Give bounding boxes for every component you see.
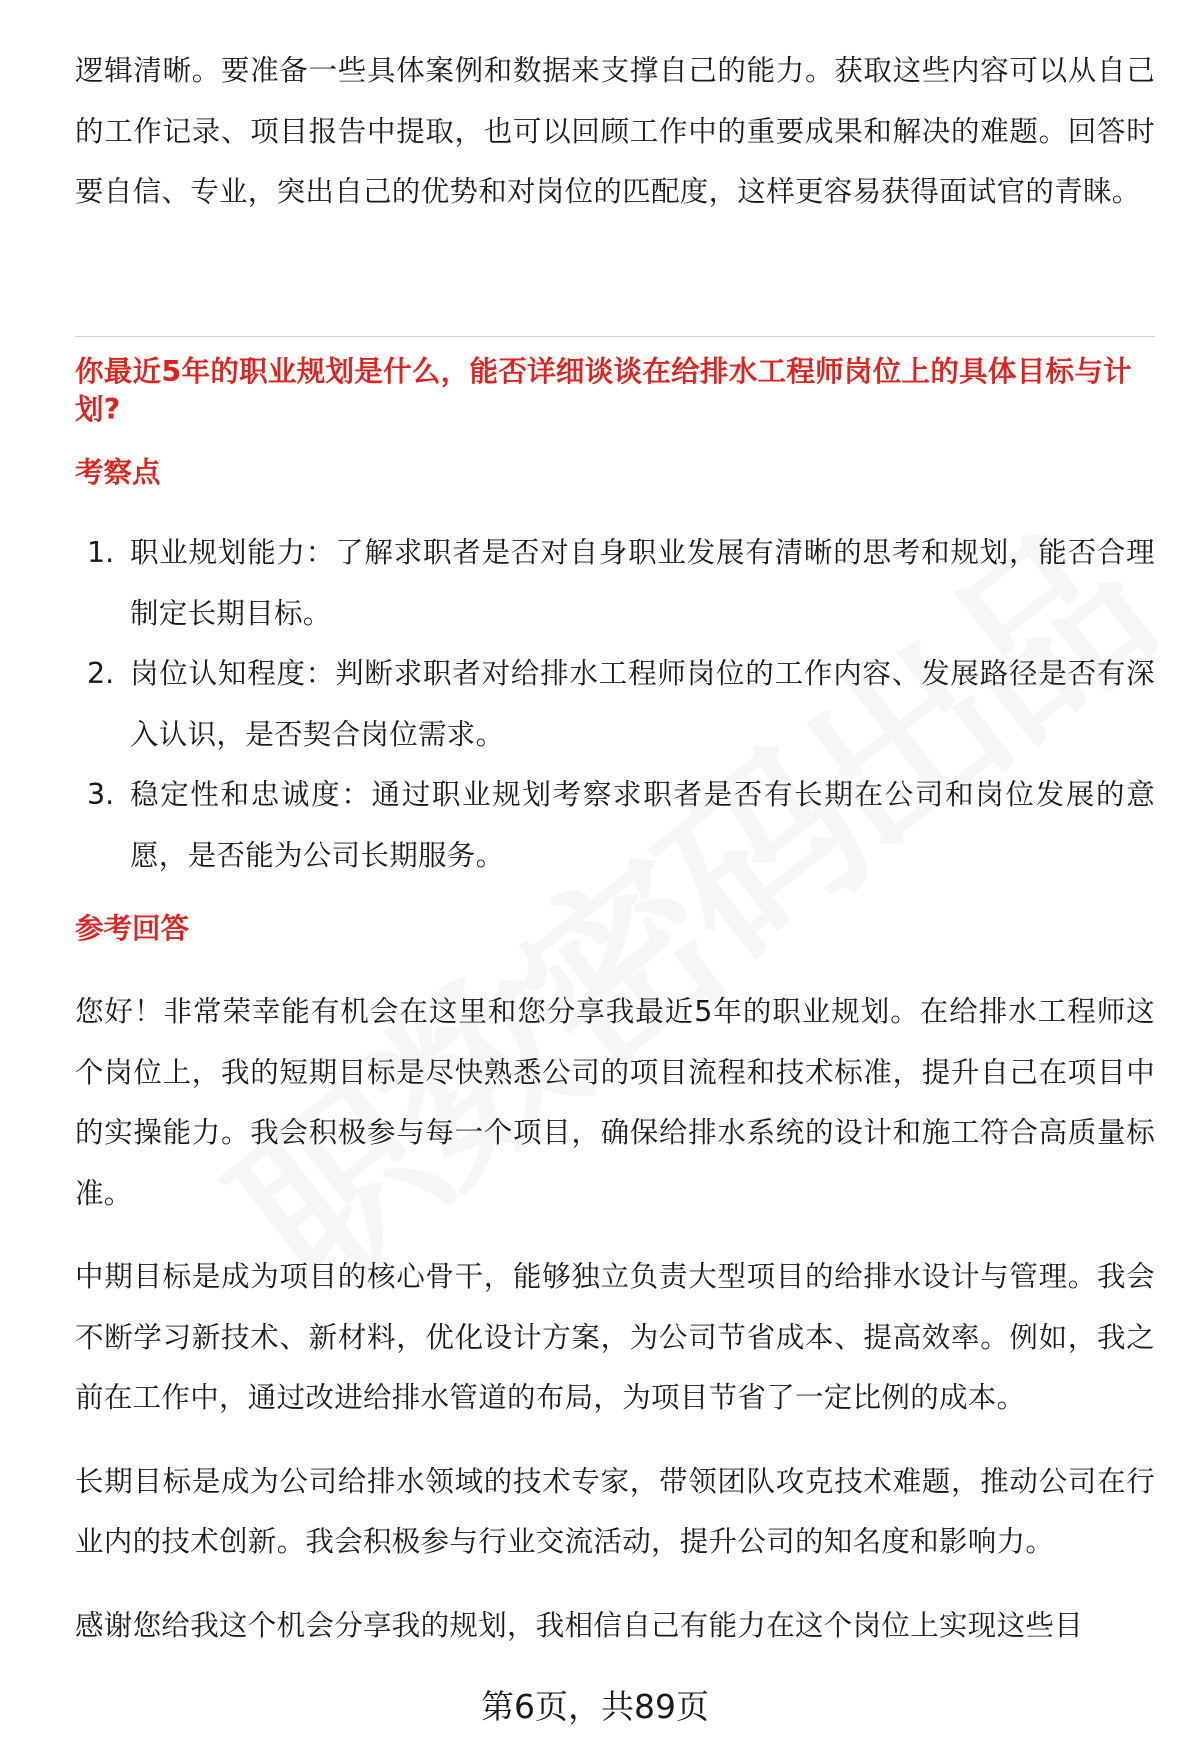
- section-divider: [75, 336, 1155, 337]
- list-item-number: 1.: [87, 536, 115, 569]
- list-item: [75, 644, 1155, 765]
- list-item-text: 岗位认知程度：判断求职者对给排水工程师岗位的工作内容、发展路径是否有深入认识，是否契合岗位需求。: [130, 657, 1155, 751]
- list-item-text: 职业规划能力：了解求职者是否对自身职业发展有清晰的思考和规划，能否合理制定长期目标。: [130, 536, 1155, 630]
- answer-paragraph: 您好！非常荣幸能有机会在这里和您分享我最近5年的职业规划。在给排水工程师这个岗位上，我的短期目标是尽快熟悉公司的项目流程和技术标准，提升自己在项目中的实操能力。我会积极参与每一个项目，确保给排水系统的设计和施工符合高质量标准。: [75, 995, 1155, 1210]
- answer-paragraph: 长期目标是成为公司给排水领域的技术专家，带领团队攻克技术难题，推动公司在行业内的技术创新。我会积极参与行业交流活动，提升公司的知名度和影响力。: [75, 1464, 1155, 1558]
- list-item: [75, 765, 1155, 886]
- answer-heading: 参考回答: [75, 912, 190, 945]
- list-item-text: 稳定性和忠诚度：通过职业规划考察求职者是否有长期在公司和岗位发展的意愿，是否能为公司长期服务。: [130, 778, 1155, 872]
- list-item-number: 2.: [87, 657, 115, 690]
- intro-paragraph: 逻辑清晰。要准备一些具体案例和数据来支撑自己的能力。获取这些内容可以从自己的工作记录、项目报告中提取，也可以回顾工作中的重要成果和解决的难题。回答时要自信、专业，突出自己的优势和对岗位的匹配度，这样更容易获得面试官的青睐。: [75, 54, 1155, 208]
- question-title: 你最近5年的职业规划是什么，能否详细谈谈在给排水工程师岗位上的具体目标与计划?: [75, 355, 1132, 426]
- points-list: [75, 523, 1155, 886]
- list-item-number: 3.: [87, 778, 115, 811]
- answer-body: [75, 982, 1155, 1679]
- list-item: [75, 523, 1155, 644]
- answer-paragraph: 中期目标是成为项目的核心骨干，能够独立负责大型项目的给排水设计与管理。我会不断学习新技术、新材料，优化设计方案，为公司节省成本、提高效率。例如，我之前在工作中，通过改进给排水管道的布局，为项目节省了一定比例的成本。: [75, 1260, 1155, 1414]
- answer-paragraph: 感谢您给我这个机会分享我的规划，我相信自己有能力在这个岗位上实现这些目: [75, 1608, 1084, 1642]
- page-number: 第6页，共89页: [481, 1687, 709, 1726]
- points-heading: 考察点: [75, 456, 161, 489]
